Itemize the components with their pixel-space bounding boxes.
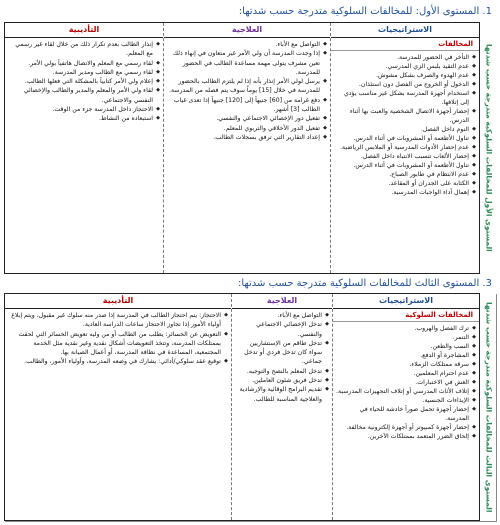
level1-violations-list <box>331 51 479 197</box>
list-item: ◆ تفعيل دور الإخصائي الاجتماعي والنفسي. <box>167 114 327 123</box>
level3-discipline-list <box>5 309 231 367</box>
level1-sidebar: المستوى الأول للمخالفات السلوكية متدرجة حسب شدتها <box>484 44 494 252</box>
level1-treatment-column <box>163 23 330 273</box>
level1-treatment-list <box>164 38 330 142</box>
list-item: ◆ عدم إحضار الأدوات المدرسية أو الملابس الرياضية. <box>334 143 476 152</box>
level1-discipline-column <box>5 23 163 273</box>
level3-violations-list <box>333 322 479 441</box>
level1-discipline-list <box>5 38 163 124</box>
level3-discipline-column <box>5 294 231 520</box>
list-item: ◆ إهمال أداء الواجبات المدرسية. <box>334 188 476 197</box>
list-item: ◆ الاحتجاز داخل المدرسة جزء من الوقت. <box>8 105 160 114</box>
list-item: ◆ إذا وجدت المدرسة أن ولي الأمر غير متعاون في إنهاء ذلك تعين مشرف يتولى مهمة مساعدة الطالب في الحضور للمدرسة. <box>167 49 327 77</box>
level3-discipline-header: التأديبية <box>5 294 231 309</box>
list-item: ◆ استخدام أجهزة المدرسة بشكل غير مناسب يؤدي إلى إتلافها. <box>334 89 476 107</box>
list-item: ◆ إلحاق الضرر المتعمد بممتلكات الآخرين. <box>336 432 476 441</box>
list-item: ◆ إحضار أجهزة الاتصال الشخصية والعبث بها أثناء الدرس. <box>334 107 476 125</box>
level1-violations-header: المخالفات <box>331 38 479 51</box>
list-item: ◆ إنذار الطالب بعدم تكرار ذلك من خلال لقاء غير رسمي مع المعلم. <box>8 40 160 59</box>
list-item: ◆ المشاجرة أو الدفع. <box>336 351 476 360</box>
list-item: ◆ لقاء رسمي مع الطالب ومدير المدرسة. <box>8 68 160 77</box>
list-item: ◆ تدخل طاقم من الإستشاريين سواء كان تدخل فردي أو تدخل جماعي. <box>235 339 329 367</box>
list-item: ◆ لقاء رسمي مع المعلم والاتصال هاتفياً بولي الأمر. <box>8 59 160 68</box>
level1-treatment-header: العلاجية <box>164 23 330 38</box>
list-item: ◆ عدم احترام المعلمين. <box>336 369 476 378</box>
list-item: ◆ تقديم البرامج الوقائية والإرشادية والعلاجية المناسبة للطالب. <box>235 385 329 404</box>
level3-heading: 3. المستوى الثالث للمخالفات السلوكية متدرجة حسب شدتها: <box>237 278 492 289</box>
list-item: ◆ عدم الانتظام في طابور الصباح. <box>334 170 476 179</box>
list-item: ◆ دفع غرامة من [60] جنيهاً إلى [120] جنيهاً إذا تعدى غياب الطالب [3] أشهر. <box>167 96 327 115</box>
level1-table <box>4 22 496 274</box>
list-item: ◆ تناول الأطعمة أو المشروبات في أثناء الدرس. <box>334 134 476 143</box>
level3-sidebar: المستوى الثالث للمخالفات السلوكية متدرجة حسب شدتها <box>484 301 494 513</box>
list-item: ◆ الغش في الاختبارات. <box>336 378 476 387</box>
list-item: ◆ الدخول أو الخروج من الفصل دون استئذان. <box>334 80 476 89</box>
list-item: ◆ الكتابة على الجدران أو المقاعد. <box>334 179 476 188</box>
level3-treatment-column <box>231 294 332 520</box>
list-item: ◆ النوم داخل الفصل. <box>334 125 476 134</box>
level3-treatment-header: العلاجية <box>232 294 332 309</box>
list-item: ◆ التأخر في الحضور للمدرسة. <box>334 53 476 62</box>
level1-discipline-header: التأديبية <box>5 23 163 38</box>
list-item: ◆ تناول الأطعمة أو المشروبات في أثناء الدرس. <box>334 161 476 170</box>
list-item: ◆ التعويض عن الخسائر: يطلب من الطالب أو من وليه تعويض الخسائر التي لحقت بممتلكات المدرسة، وتتخذ التعويضات أشكال نقدية وغير نقدية مثل الخدمة المجتمعية، المساعدة في نظافة المدرسة، أو أعمال الصيانة بها. <box>8 330 228 358</box>
list-item: ◆ تدخل فريق شئون العاملين. <box>235 376 329 385</box>
list-item: ◆ إتلاف الأثاث المدرسي أو إتلاف التجهيزات المدرسية. <box>336 387 476 396</box>
list-item: ◆ يرسل لولي الأمر إنذار بأنه إذا لم يلتزم الطالب بالحضور للمدرسة في خلال [15] يوماً سوف يتم فصله من المدرسة. <box>167 77 327 96</box>
level1-heading: 1. المستوى الأول: للمخالفات السلوكية متدرجة حسب شدتها: <box>238 6 492 17</box>
list-item: ◆ السب والطعن. <box>336 342 476 351</box>
list-item: ◆ تدخل المعلم بالنصح والتوجيه. <box>235 367 329 376</box>
list-item: ◆ إعلام ولي الأمر كتابياً بالمشكلة التي فعلها الطالب. <box>8 77 160 86</box>
level3-grid <box>4 293 480 521</box>
level3-strategies-header: الاستراتيجيات <box>333 294 479 309</box>
level1-strategies-header: الاستراتيجيات <box>331 23 479 38</box>
level3-violations-header: المخالفات السلوكية <box>333 309 479 322</box>
list-item: ◆ التواصل مع الأباء. <box>235 311 329 320</box>
list-item: ◆ التنمر. <box>336 333 476 342</box>
level3-treatment-list <box>232 309 332 404</box>
list-item: ◆ عدم التقيد بلبس الزي المدرسي. <box>334 62 476 71</box>
list-item: ◆ سرقة ممتلكات الزملاء. <box>336 360 476 369</box>
list-item: ◆ ترك الفصل والهروب. <box>336 324 476 333</box>
list-item: ◆ إعداد التقارير التي ترفق بسجلات الطالب. <box>167 133 327 142</box>
level1-grid <box>4 22 480 274</box>
level1-violations-column <box>330 23 479 273</box>
list-item: ◆ التواصل مع الأباء. <box>167 40 327 49</box>
list-item: ◆ إحضار أجهزة كمبيوتر أو أجهزة إلكترونية مخالفة. <box>336 423 476 432</box>
list-item: ◆ تدخل الإخصائي الاجتماعي والنفسي. <box>235 320 329 339</box>
list-item: ◆ استبعاده من النشاط. <box>8 114 160 123</box>
list-item: ◆ عدم الهدوء والصرف بشكل مشوش. <box>334 71 476 80</box>
list-item: ◆ توقيع عقد سلوكي/أدائي: يشارك في وضعه المدرسة، وأولياء الأمور، والطالب. <box>8 357 228 366</box>
list-item: ◆ الإيذاءات الجنسية. <box>336 396 476 405</box>
list-item: ◆ لقاء ولي الأمر والمعلم والمدير والطالب والإخصائي النفسي والاجتماعي. <box>8 86 160 105</box>
list-item: ◆ تفعيل الدور الأخلاقي والتربوي للمعلم. <box>167 124 327 133</box>
list-item: ◆ إحضار أجهزة تحمل صوراً خادشة للحياء في المدرسة. <box>336 405 476 423</box>
level3-table <box>4 293 496 521</box>
list-item: ◆ إحضار الألعاب تتسبب الانتباه داخل الفصل. <box>334 152 476 161</box>
list-item: ◆ الاحتجاز: يتم احتجاز الطالب في المدرسة إذا صدر منه سلوك غير مقبول، ويتم إبلاغ أولياء الأمور إذا تجاوز الاحتجاز ساعات الدراسة العادية. <box>8 311 228 330</box>
level3-violations-column <box>332 294 479 520</box>
